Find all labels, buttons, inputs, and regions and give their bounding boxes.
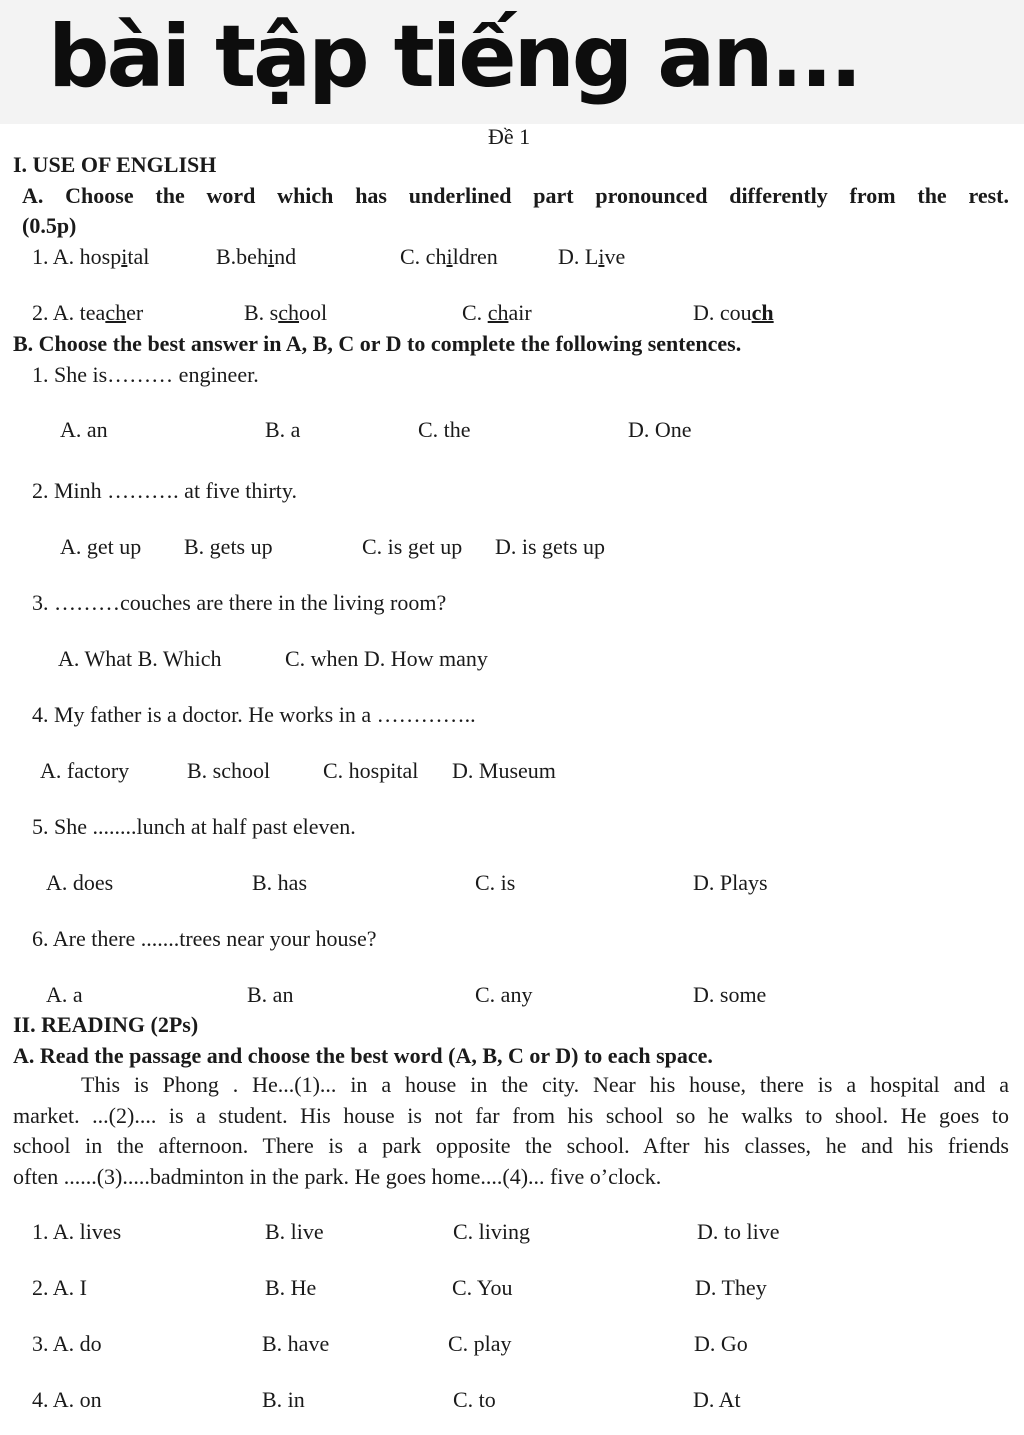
reading-option: B. He xyxy=(265,1275,317,1300)
pronunciation-q2-option-c: C. chair xyxy=(462,300,532,325)
pronunciation-q1-option-d: D. Live xyxy=(558,244,626,269)
mcq-option: C. is get up xyxy=(362,534,463,559)
mcq-option: B. has xyxy=(252,870,307,895)
mcq-option: A. factory xyxy=(40,758,130,783)
mcq-option: D. some xyxy=(693,982,767,1007)
passage-line: market. ...(2).... is a student. His house is not far from his school so he walks to shool. He goes to xyxy=(13,1102,1009,1128)
reading-option: 2. A. I xyxy=(32,1275,87,1300)
pronunciation-q2-option-b: B. school xyxy=(244,300,328,325)
mcq-question: 2. Minh ………. at five thirty. xyxy=(32,478,297,503)
exam-number: Đề 1 xyxy=(488,124,531,149)
mcq-question: 5. She ........lunch at half past eleven. xyxy=(32,814,356,839)
reading-option: B. have xyxy=(262,1331,330,1356)
mcq-question: 4. My father is a doctor. He works in a ………….. xyxy=(32,702,476,727)
part-a-instruction: A. Choose the word which has underlined part pronounced differently from the rest. xyxy=(22,183,1009,208)
section-title-use-of-english: I. USE OF ENGLISH xyxy=(13,152,217,177)
reading-option: 3. A. do xyxy=(32,1331,102,1356)
mcq-option: A. an xyxy=(60,417,108,442)
reading-option: D. Go xyxy=(694,1331,748,1356)
reading-option: D. to live xyxy=(697,1219,780,1244)
reading-passage xyxy=(13,1070,1009,1192)
mcq-option: D. Museum xyxy=(452,758,556,783)
reading-option: B. in xyxy=(262,1387,305,1412)
passage-line: often ......(3).....badminton in the park. He goes home....(4)... five o’clock. xyxy=(13,1163,662,1189)
mcq-option: D. One xyxy=(628,417,692,442)
reading-option: D. At xyxy=(693,1387,741,1412)
reading-option: C. You xyxy=(452,1275,513,1300)
reading-option: C. play xyxy=(448,1331,512,1356)
reading-option: C. living xyxy=(453,1219,531,1244)
mcq-option: A. does xyxy=(46,870,114,895)
passage-line: school in the afternoon. There is a park opposite the school. After his classes, he and his friends xyxy=(13,1133,1009,1158)
mcq-question: 3. ………couches are there in the living room? xyxy=(32,590,447,615)
mcq-option: B. gets up xyxy=(184,534,273,559)
passage-line: This is Phong . He...(1)... in a house in the city. Near his house, there is a hospital and a xyxy=(81,1072,1009,1097)
mcq-option: A. get up xyxy=(60,534,142,559)
part-a-score: (0.5p) xyxy=(22,213,77,238)
mcq-option: D. is gets up xyxy=(495,534,605,559)
reading-option: 1. A. lives xyxy=(32,1219,122,1244)
mcq-option: C. when D. How many xyxy=(285,646,488,671)
mcq-option: B. a xyxy=(265,417,301,442)
mcq-option: D. Plays xyxy=(693,870,768,895)
mcq-option: A. a xyxy=(46,982,83,1007)
reading-instruction: A. Read the passage and choose the best word (A, B, C or D) to each space. xyxy=(13,1043,713,1068)
mcq-option: B. an xyxy=(247,982,294,1007)
reading-option: D. They xyxy=(695,1275,767,1300)
pronunciation-q2-option-d: D. couch xyxy=(693,300,774,325)
pronunciation-q1-option-c: C. children xyxy=(400,244,498,269)
reading-option: C. to xyxy=(453,1387,496,1412)
section-title-reading: II. READING (2Ps) xyxy=(13,1012,199,1037)
mcq-question: 6. Are there .......trees near your house? xyxy=(32,926,377,951)
reading-option: 4. A. on xyxy=(32,1387,102,1412)
title-banner xyxy=(0,0,1024,124)
mcq-question: 1. She is……… engineer. xyxy=(32,362,259,387)
pronunciation-q1-option-a: 1. A. hospital xyxy=(32,244,150,269)
banner-title: bài tập tiếng an... xyxy=(48,7,860,107)
mcq-option: B. school xyxy=(187,758,271,783)
mcq-option: C. is xyxy=(475,870,516,895)
mcq-option: C. the xyxy=(418,417,471,442)
part-b-instruction: B. Choose the best answer in A, B, C or D to complete the following sentences. xyxy=(13,331,742,356)
pronunciation-q2-option-a: 2. A. teacher xyxy=(32,300,144,325)
mcq-option: C. hospital xyxy=(323,758,419,783)
reading-option: B. live xyxy=(265,1219,324,1244)
pronunciation-q1-option-b: B.behind xyxy=(216,244,297,269)
mcq-option: C. any xyxy=(475,982,533,1007)
mcq-option: A. What B. Which xyxy=(58,646,222,671)
